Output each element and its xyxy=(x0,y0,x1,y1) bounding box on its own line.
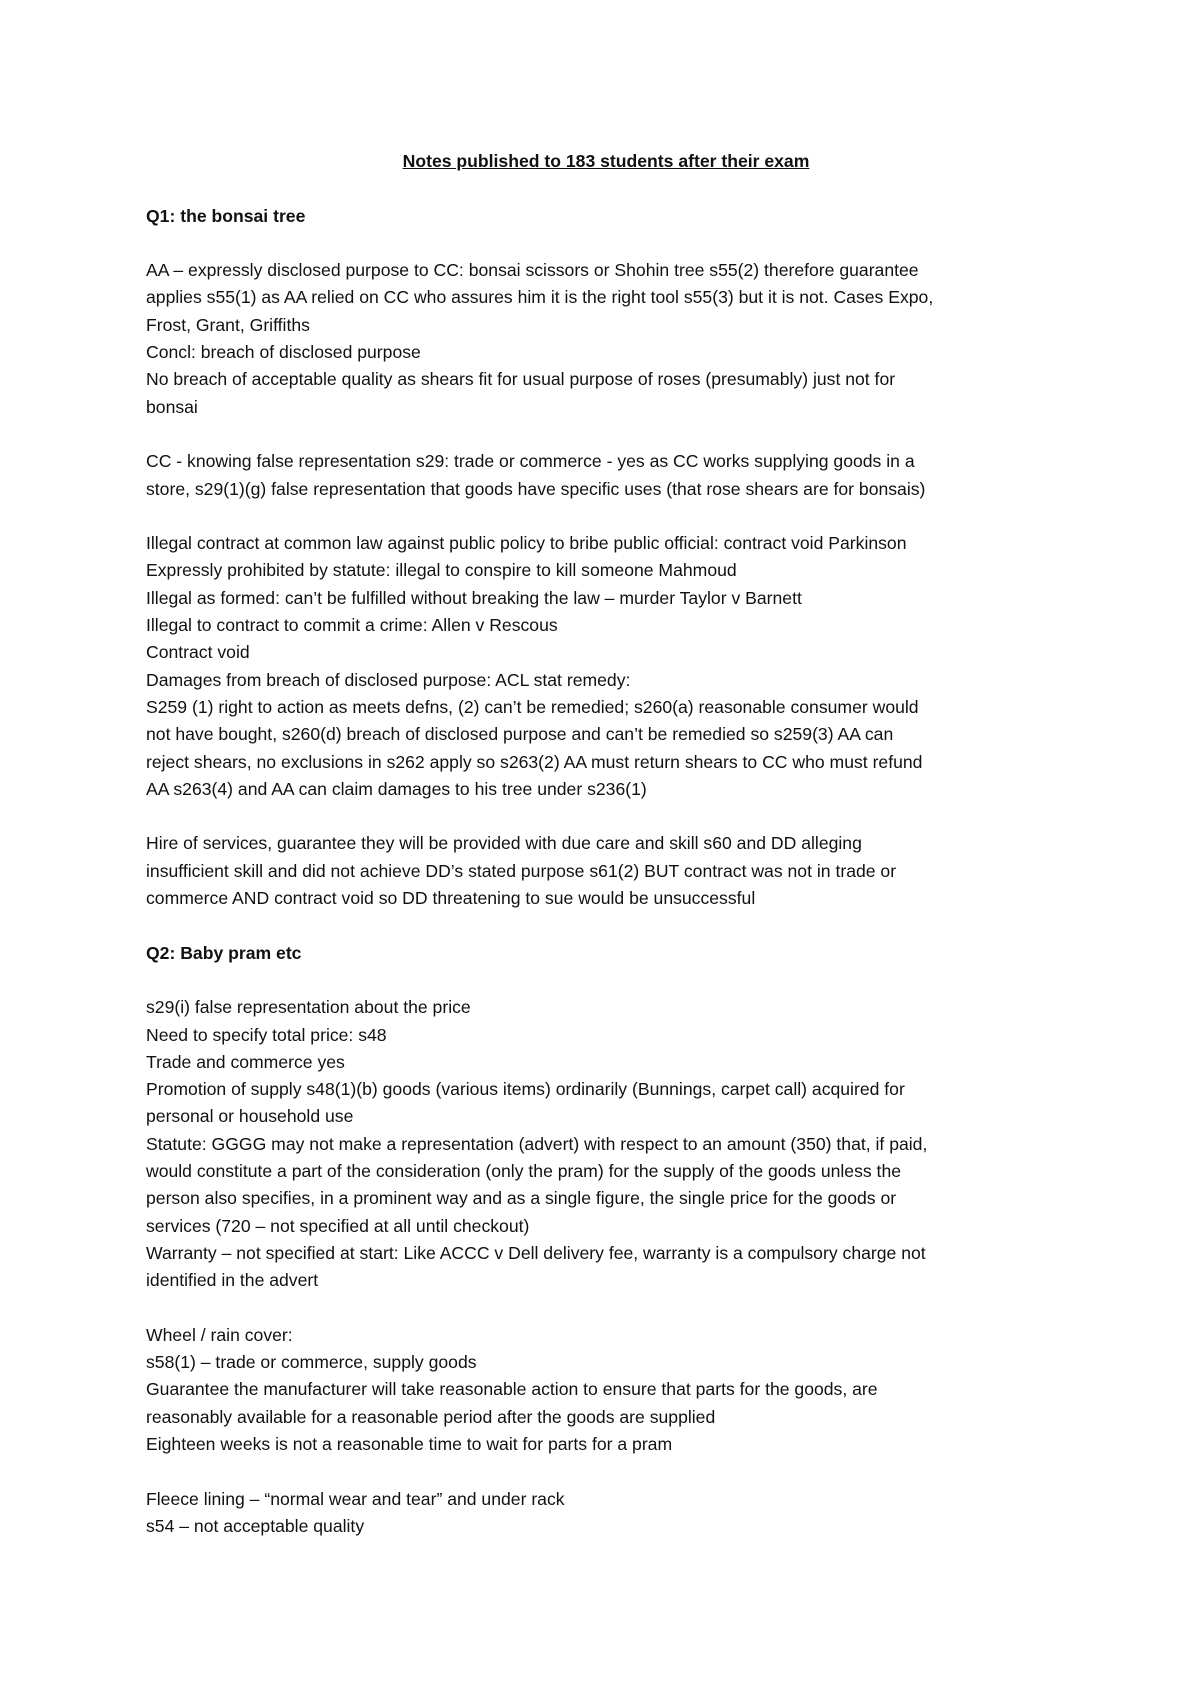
text-line: Expressly prohibited by statute: illegal to conspire to kill someone Mahmoud xyxy=(146,560,737,581)
text-line: commerce AND contract void so DD threatening to sue would be unsuccessful xyxy=(146,888,756,909)
text-line: S259 (1) right to action as meets defns, (2) can’t be remedied; s260(a) reasonable consumer would xyxy=(146,696,919,717)
text-line: Frost, Grant, Griffiths xyxy=(146,314,310,335)
text-line: Illegal as formed: can’t be fulfilled without breaking the law – murder Taylor v Barnett xyxy=(146,587,802,608)
spacer xyxy=(146,803,1066,830)
text-line: CC - knowing false representation s29: trade or commerce - yes as CC works supplying goods in a xyxy=(146,451,915,472)
spacer xyxy=(146,503,1066,530)
text-line: store, s29(1)(g) false representation that goods have specific uses (that rose shears are for bonsais) xyxy=(146,478,926,499)
document-body xyxy=(146,148,1066,1540)
text-line: Hire of services, guarantee they will be provided with due care and skill s60 and DD alleging xyxy=(146,833,862,854)
text-line: identified in the advert xyxy=(146,1270,319,1291)
text-line: Need to specify total price: s48 xyxy=(146,1024,387,1045)
text-line: Illegal contract at common law against public policy to bribe public official: contract void Parkinson xyxy=(146,533,907,554)
text-line: services (720 – not specified at all until checkout) xyxy=(146,1215,530,1236)
text-line: Guarantee the manufacturer will take reasonable action to ensure that parts for the goods, are xyxy=(146,1379,878,1400)
text-line: Trade and commerce yes xyxy=(146,1051,345,1072)
text-line: Concl: breach of disclosed purpose xyxy=(146,342,421,363)
text-line: Contract void xyxy=(146,642,250,663)
text-line: Illegal to contract to commit a crime: Allen v Rescous xyxy=(146,615,558,636)
spacer xyxy=(146,1458,1066,1485)
q1-paragraph-hire-of-services xyxy=(146,830,1066,912)
spacer xyxy=(146,1294,1066,1321)
text-line: Warranty – not specified at start: Like ACCC v Dell delivery fee, warranty is a compulsory charge not xyxy=(146,1242,926,1263)
spacer xyxy=(146,230,1066,257)
text-line: AA – expressly disclosed purpose to CC: bonsai scissors or Shohin tree s55(2) therefore guarantee xyxy=(146,260,919,281)
text-line: reject shears, no exclusions in s262 apply so s263(2) AA must return shears to CC who must refund xyxy=(146,751,923,772)
text-line: AA s263(4) and AA can claim damages to his tree under s236(1) xyxy=(146,778,647,799)
text-line: bonsai xyxy=(146,396,198,417)
text-line: person also specifies, in a prominent way and as a single figure, the single price for the goods or xyxy=(146,1188,897,1209)
q1-paragraph-illegal-contract xyxy=(146,530,1066,803)
spacer xyxy=(146,175,1066,202)
text-line: Wheel / rain cover: xyxy=(146,1324,293,1345)
text-line: s29(i) false representation about the price xyxy=(146,997,471,1018)
text-line: Statute: GGGG may not make a representation (advert) with respect to an amount (350) that, if paid, xyxy=(146,1133,928,1154)
q2-paragraph-fleece-lining xyxy=(146,1486,1066,1541)
text-line: s58(1) – trade or commerce, supply goods xyxy=(146,1352,477,1373)
q1-paragraph-false-representation xyxy=(146,448,1066,503)
text-line: s54 – not acceptable quality xyxy=(146,1515,365,1536)
text-line: reasonably available for a reasonable period after the goods are supplied xyxy=(146,1406,716,1427)
text-line: Promotion of supply s48(1)(b) goods (various items) ordinarily (Bunnings, carpet call) acquired for xyxy=(146,1079,905,1100)
text-line: personal or household use xyxy=(146,1106,354,1127)
q2-paragraph-price-representation xyxy=(146,994,1066,1294)
text-line: No breach of acceptable quality as shears fit for usual purpose of roses (presumably) just not for xyxy=(146,369,896,390)
text-line: Fleece lining – “normal wear and tear” and under rack xyxy=(146,1488,565,1509)
text-line: Eighteen weeks is not a reasonable time to wait for parts for a pram xyxy=(146,1433,673,1454)
q2-heading: Q2: Baby pram etc xyxy=(146,942,302,963)
q1-paragraph-disclosed-purpose xyxy=(146,257,1066,421)
spacer xyxy=(146,912,1066,939)
q2-paragraph-wheel-rain-cover xyxy=(146,1322,1066,1458)
spacer xyxy=(146,967,1066,994)
spacer xyxy=(146,421,1066,448)
text-line: would constitute a part of the consideration (only the pram) for the supply of the goods unless the xyxy=(146,1160,902,1181)
document-title: Notes published to 183 students after their exam xyxy=(402,151,810,171)
q1-heading: Q1: the bonsai tree xyxy=(146,205,306,226)
text-line: insufficient skill and did not achieve DD’s stated purpose s61(2) BUT contract was not in trade or xyxy=(146,860,897,881)
text-line: applies s55(1) as AA relied on CC who assures him it is the right tool s55(3) but it is not. Cases Expo, xyxy=(146,287,934,308)
text-line: not have bought, s260(d) breach of disclosed purpose and can’t be remedied so s259(3) AA can xyxy=(146,724,894,745)
text-line: Damages from breach of disclosed purpose: ACL stat remedy: xyxy=(146,669,631,690)
